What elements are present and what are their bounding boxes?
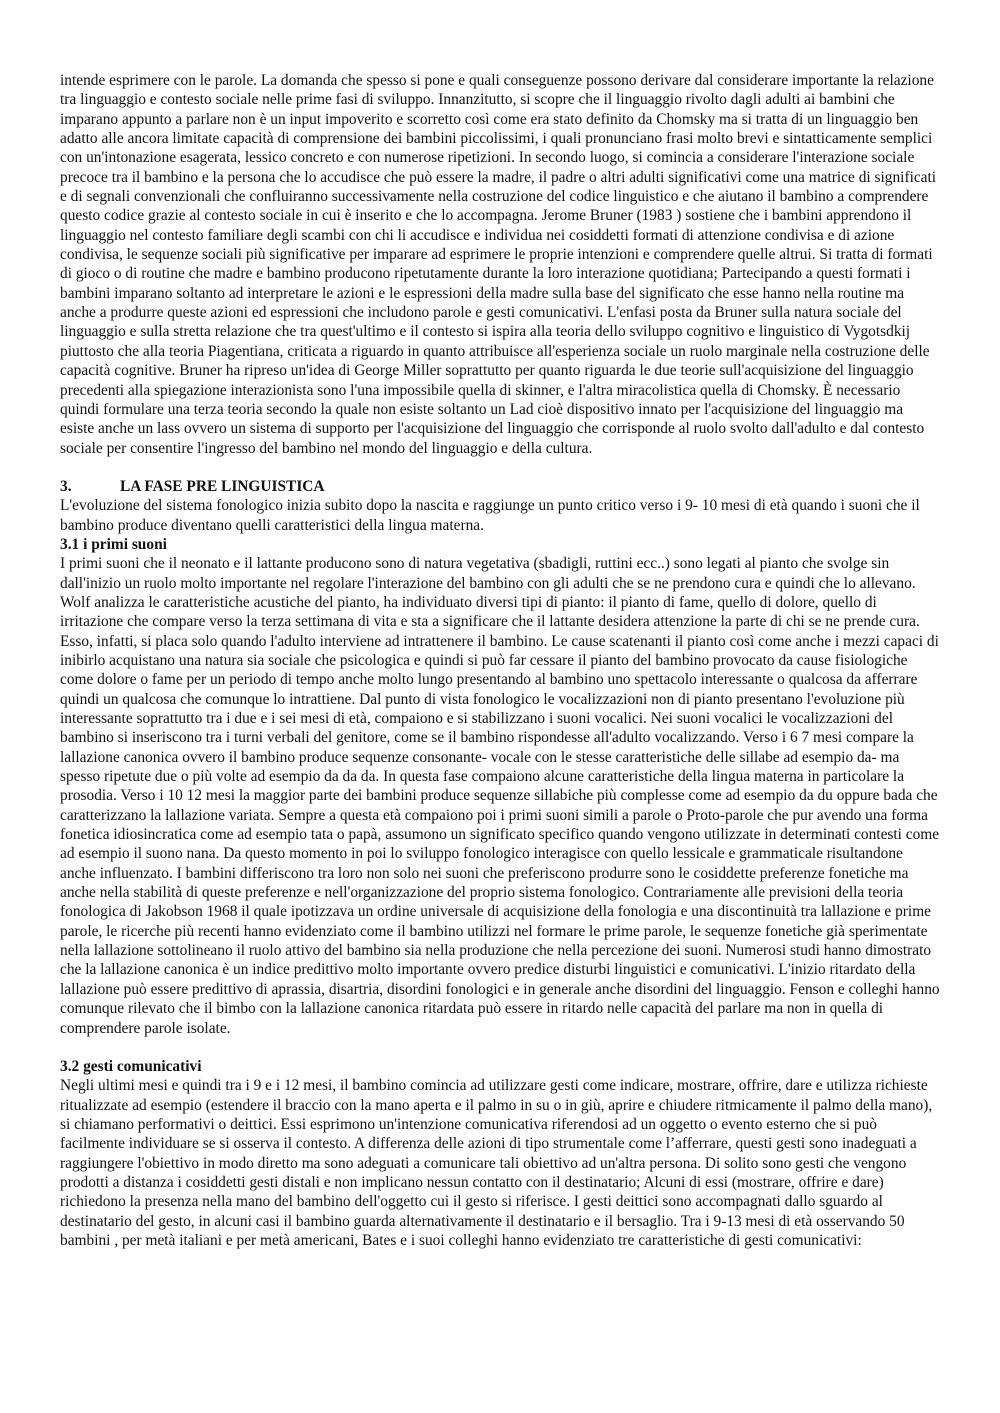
- section-3-2-paragraph: Negli ultimi mesi e quindi tra i 9 e i 12 mesi, il bambino comincia ad utilizzare gesti come indicare, mostrare, offrire, dare e utilizza richieste ritualizzate ad esempio (estendere il braccio con la mano aperta e il palmo in su o in giù, aprire e chiudere ritmicamente il palmo della mano), si chiamano performativi o deittici. Essi esprimono un'intenzione comunicativa riferendosi ad un oggetto o evento esterno che si può facilmente individuare se si osserva il contesto. A differenza delle azioni di tipo strumentale come l’afferrare, questi gesti sono inadeguati a raggiungere l'obiettivo in modo diretto ma sono adeguati a comunicare tali obiettivo ad un'altra persona. Di solito sono gesti che vengono prodotti a distanza i cosiddetti gesti distali e non implicano nessun contatto con il destinatario; Alcuni di essi (mostrare, offrire e dare) richiedono la presenza nella mano del bambino dell'oggetto cui il gesto si riferisce. I gesti deittici sono accompagnati dallo sguardo al destinatario del gesto, in alcuni casi il bambino guarda alternativamente il destinatario e il bersaglio. Tra i 9-13 mesi di età osservando 50 bambini , per metà italiani e per metà americani, Bates e i suoi colleghi hanno evidenziato tre caratteristiche di gesti comunicativi:: [60, 1077, 933, 1249]
- section-3-1-paragraph: I primi suoni che il neonato e il lattante producono sono di natura vegetativa (sbadigli, ruttini ecc..) sono legati al pianto che svolge sin dall'inizio un ruolo molto importante nel regolare l'interazione del bambino con gli adulti che se ne prendono cura e quindi che lo allevano. Wolf analizza le caratteristiche acustiche del pianto, ha individuato diversi tipi di pianto: il pianto di fame, quello di dolore, quello di irritazione che compare verso la terza settimana di vita e sta a significare che il lattante desidera attenzione la parte di chi se ne prende cura. Esso, infatti, si placa solo quando l'adulto interviene ad intrattenere il bambino. Le cause scatenanti il pianto così come anche i mezzi capaci di inibirlo acquistano una natura sia sociale che psicologica e quindi si può far cessare il pianto del bambino provocato da cause fisiologiche come dolore o fame per un periodo di tempo anche molto lungo presentando al bambino uno spettacolo interessante o qualcosa da afferrare quindi un qualcosa che comunque lo intrattiene. Dal punto di vista fonologico le vocalizzazioni non di pianto presentano l'evoluzione più interessante soprattutto tra i due e i sei mesi di età, compaiono e si stabilizzano i suoni vocalici. Nei suoni vocalici le vocalizzazioni del bambino si inseriscono tra i turni verbali del genitore, come se il bambino rispondesse all'adulto vocalizzando. Verso i 6 7 mesi compare la lallazione canonica ovvero il bambino produce sequenze consonante- vocale con le stesse caratteristiche delle sillabe ad esempio da- ma spesso ripetute due o più volte ad esempio da da da. In questa fase compaiono alcune caratteristiche della lingua materna in particolare la prosodia. Verso i 10 12 mesi la maggior parte dei bambini produce sequenze sillabiche più complesse come ad esempio da du oppure bada che caratterizzano la lallazione variata. Sempre a questa età compaiono poi i primi suoni simili a parole o Proto-parole che pur avendo una forma fonetica idiosincratica come ad esempio tata o papà, assumono un significato specifico quando vengono utilizzate in determinati contesti come ad esempio il suono nana. Da questo momento in poi lo sviluppo fonologico interagisce con quello lessicale e grammaticale risultandone anche influenzato. I bambini differiscono tra loro non solo nei suoni che preferiscono produrre sono le cosiddette preferenze fonetiche ma anche nella stabilità di queste preferenze e nell'organizzazione del proprio sistema fonologico. Contrariamente alle previsioni della teoria fonologica di Jakobson 1968 il quale ipotizzava un ordine universale di acquisizione della fonologia e una discontinuità tra lallazione e prime parole, le ricerche più recenti hanno evidenziato come il bambino utilizzi nel formare le prime parole, le sequenze fonetiche già sperimentate nella lallazione sottolineano il ruolo attivo del bambino sia nella produzione che nella percezione dei suoni. Numerosi studi hanno dimostrato che la lallazione canonica è un indice predittivo molto importante ovvero predice disturbi linguistici e comunicativi. L'inizio ritardato della lallazione può essere predittivo di aprassia, disartria, disordini fonologici e in generale anche disordini del linguaggio. Fenson e colleghi hanno comunque rilevato che il bimbo con la lallazione canonica ritardata può essere in ritardo nelle capacità del parlare ma non in quella di comprendere parole isolate.: [60, 555, 940, 1037]
- spacer: [60, 1038, 940, 1057]
- document-page: [60, 71, 940, 1250]
- section-3-1-heading: 3.1 i primi suoni: [60, 535, 167, 553]
- intro-paragraph: intende esprimere con le parole. La domanda che spesso si pone e quali conseguenze possono derivare dal considerare importante la relazione tra linguaggio e contesto sociale nelle prime fasi di sviluppo. Innanzitutto, si scopre che il linguaggio rivolto dagli adulti ai bambini che imparano appunto a parlare non è un input impoverito e scorretto così come era stato definito da Chomsky ma si tratta di un linguaggio ben adatto alle ancora limitate capacità di comprensione dei bambini piccolissimi, i quali pronunciano frasi molto brevi e sintatticamente semplici con un'intonazione esagerata, lessico concreto e con numerose ripetizioni. In secondo luogo, si comincia a considerare l'interazione sociale precoce tra il bambino e la persona che lo accudisce che può essere la madre, il padre o altri adulti significativi come una matrice di significati e di segnali convenzionali che confluiranno successivamente nella costruzione del codice linguistico e che aiutano il bambino a comprendere questo codice grazie al contesto sociale in cui è inserito e che lo accompagna. Jerome Bruner (1983 ) sostiene che i bambini apprendono il linguaggio nel contesto familiare degli scambi con chi li accudisce e individua nei cosiddetti formati di attenzione condivisa e di azione condivisa, le sequenze sociali più significative per imparare ad esprimere le proprie intenzioni e comprendere quelle altrui. Si tratta di formati di gioco o di routine che madre e bambino producono ripetutamente durante la loro interazione quotidiana; Partecipando a questi formati i bambini imparano soltanto ad interpretare le azioni e le espressioni della madre sulla base del significato che esse hanno nella routine ma anche a produrre queste azioni ed espressioni che includono parole e gesti comunicativi. L'enfasi posta da Bruner sulla natura sociale del linguaggio e sulla stretta relazione che tra quest'ultimo e il contesto si ispira alla teoria dello sviluppo cognitivo e linguistico di Vygotsdkij piuttosto che alla teoria Piagentiana, criticata a riguardo in quanto attribuisce all'esperienza sociale un ruolo marginale nella costruzione delle capacità cognitive. Bruner ha ripreso un'idea di George Miller soprattutto per quanto riguarda le due teorie sull'acquisizione del linguaggio precedenti alla spiegazione interazionista sono l'una impossibile quella di skinner, e l'altra miracolistica quella di Chomsky. È necessario quindi formulare una terza teoria secondo la quale non esiste soltanto un Lad cioè dispositivo innato per l'acquisizione del linguaggio ma esiste anche un lass ovvero un sistema di supporto per l'acquisizione del linguaggio che corrisponde al ruolo svolto dall'adulto e dal contesto sociale per consentire l'ingresso del bambino nel mondo del linguaggio e della cultura.: [60, 72, 937, 457]
- section-3-heading: [60, 477, 940, 496]
- section-3-2-heading: 3.2 gesti comunicativi: [60, 1057, 202, 1075]
- section-3-paragraph: L'evoluzione del sistema fonologico inizia subito dopo la nascita e raggiunge un punto critico verso i 9- 10 mesi di età quando i suoni che il bambino produce diventano quelli caratteristici della lingua materna.: [60, 497, 920, 534]
- spacer: [60, 458, 940, 477]
- section-3-title: LA FASE PRE LINGUISTICA: [120, 477, 325, 495]
- section-3-number: 3.: [60, 477, 72, 495]
